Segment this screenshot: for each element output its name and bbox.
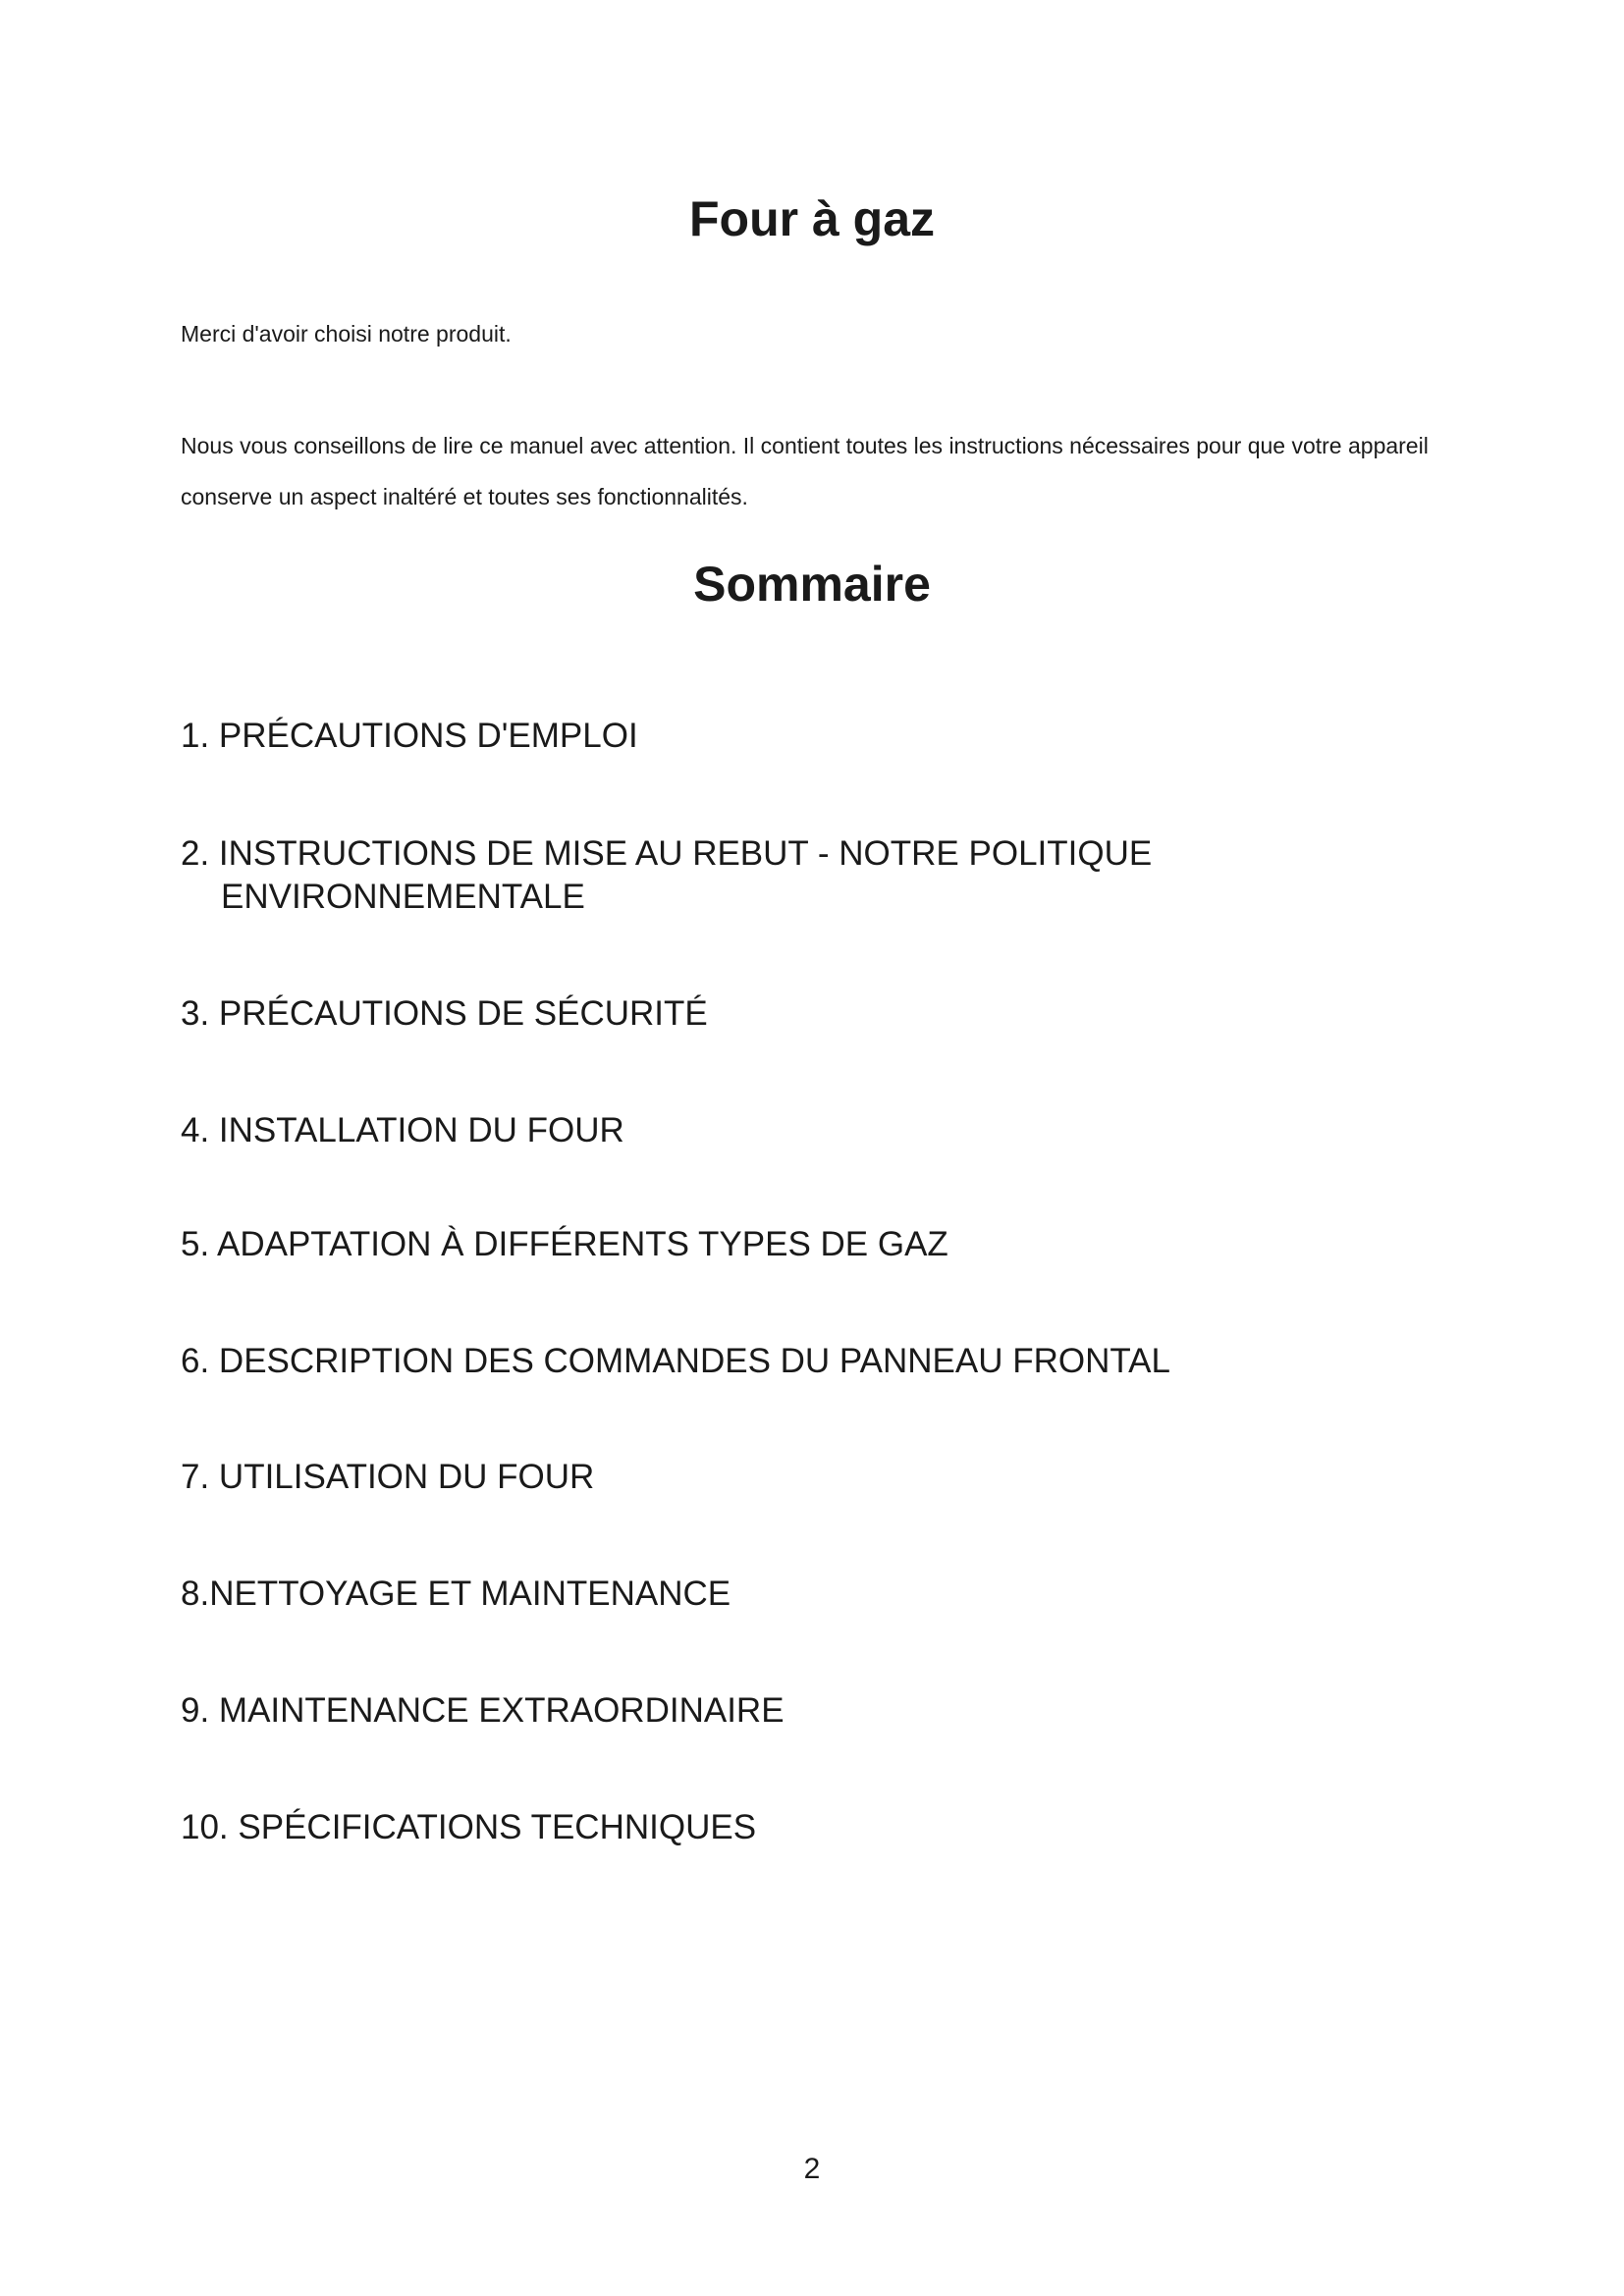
toc-item-specifications-techniques [181, 1806, 756, 1849]
intro-thanks-text: Merci d'avoir choisi notre produit. [181, 321, 512, 347]
toc-item-text: 2. INSTRUCTIONS DE MISE AU REBUT - NOTRE POLITIQUE [181, 834, 1153, 873]
document-title: Four à gaz [688, 191, 936, 246]
toc-item-adaptation-gaz [181, 1223, 948, 1266]
toc-item-text: 8.NETTOYAGE ET MAINTENANCE [181, 1575, 731, 1613]
toc-item-maintenance-extraordinaire [181, 1689, 785, 1733]
toc-item-precautions-emploi [181, 715, 638, 758]
toc-item-text: 1. PRÉCAUTIONS D'EMPLOI [181, 717, 638, 755]
page-number: 2 [803, 2153, 821, 2185]
toc-item-nettoyage-maintenance [181, 1573, 731, 1616]
toc-item-description-commandes [181, 1340, 1170, 1383]
toc-item-text: 5. ADAPTATION À DIFFÉRENTS TYPES DE GAZ [181, 1225, 948, 1263]
toc-item-installation-four [181, 1109, 624, 1152]
toc-item-utilisation-four [181, 1456, 594, 1499]
intro-advice-text: Nous vous conseillons de lire ce manuel avec attention. Il contient toutes les instructions nécessaires pour que votre appareil conserve un aspect inaltéré et toutes ses fonctionnalités. [181, 433, 1429, 509]
toc-item-text: 7. UTILISATION DU FOUR [181, 1458, 595, 1496]
toc-item-text: 10. SPÉCIFICATIONS TECHNIQUES [181, 1808, 757, 1846]
toc-item-text-continued: ENVIRONNEMENTALE [221, 878, 585, 916]
toc-item-text: 4. INSTALLATION DU FOUR [181, 1111, 624, 1149]
toc-item-text: 6. DESCRIPTION DES COMMANDES DU PANNEAU FRONTAL [181, 1342, 1170, 1380]
toc-item-text: 9. MAINTENANCE EXTRAORDINAIRE [181, 1691, 785, 1730]
toc-item-precautions-securite [181, 992, 708, 1036]
toc-item-mise-au-rebut [181, 832, 1152, 919]
toc-item-text: 3. PRÉCAUTIONS DE SÉCURITÉ [181, 994, 708, 1033]
table-of-contents-title: Sommaire [693, 557, 931, 612]
